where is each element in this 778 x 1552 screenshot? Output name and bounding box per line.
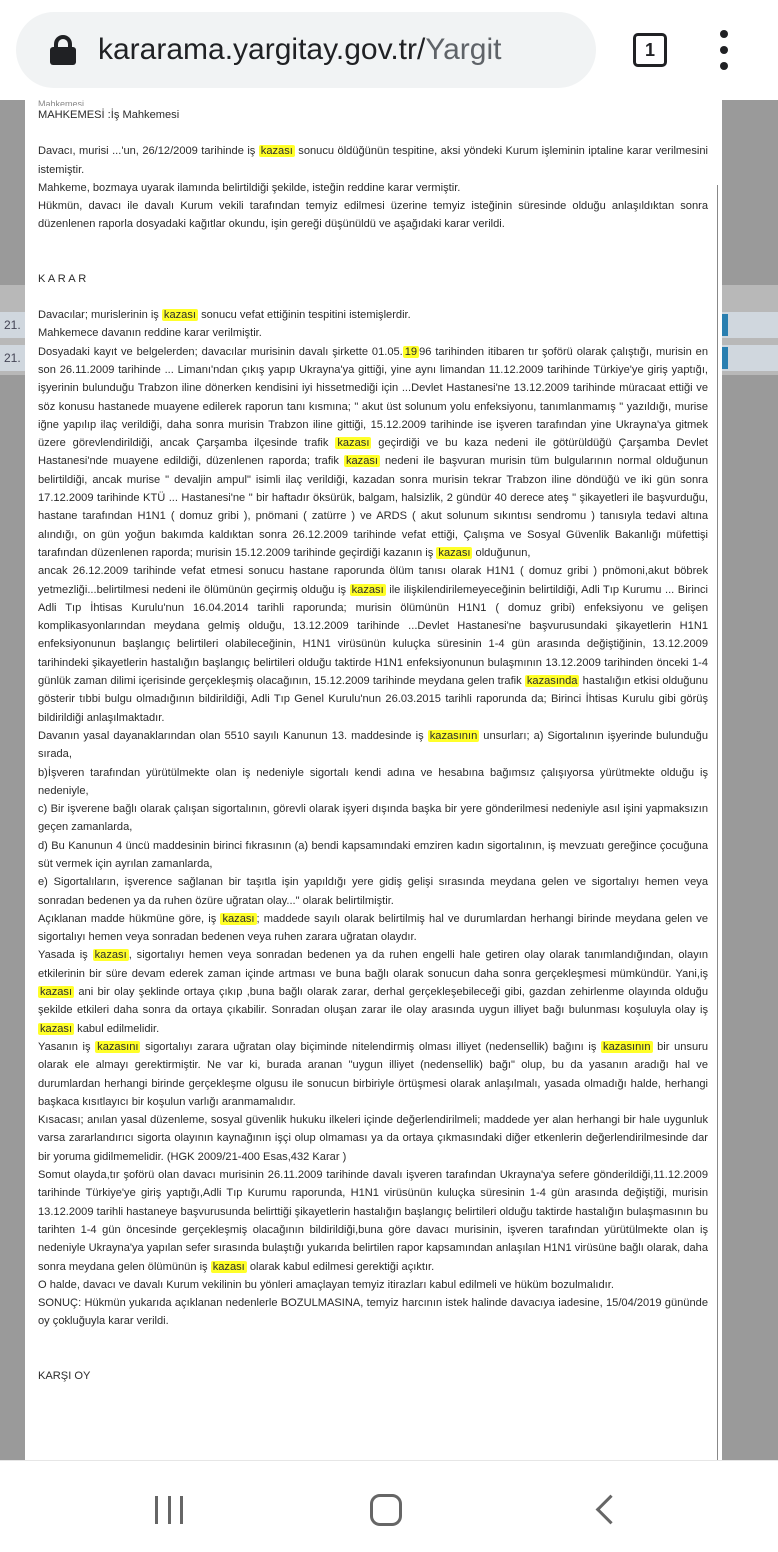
text-segment: Mahkemece davanın reddine karar verilmiştir. — [38, 327, 262, 340]
text-segment: nedeni ile başvuran murisin tüm bulgularının normal olduğunun belirtildiği, ancak murise " devaljin ampul" isimli ilaç verildiği, kazadan sonra murisin tekrar Trabzon iline döndüğü ve iki gün sonra 17.12.2009 tarihinde KTÜ ... Hastanesi'ne " bir haftadır öksürük, balgam, halsizlik, 2 gündür 40 derece ateş " şikayetleri ile başvurduğu, hastane tarafından H1N1 ( domuz gribi ), pnömani ( zatürre ) ve ARDS ( akut solunum sıkıntısı sendromu ) tanısıyla tedavi altına alındığı, on gün yoğun bakımda kaldıktan sonra 26.12.2009 tarihinde vefat ettiği, Çalışma ve Sosyal Güvenlik Bakanlığı müfettişi tarafından düzenlenen raporda; murisin 15.12.2009 tarihinde geçirdiği kazanın iş — [38, 455, 708, 559]
backdrop-row-number: 21. — [4, 351, 21, 365]
text-segment: ani bir olay şeklinde ortaya çıkıp ,buna bağlı olarak zarar, derhal gerçekleşebileceği gibi, gazdan zehirlenme olayında olduğu şekilde etkileri daha sonra da ortaya çıkabilir. Sonradan oluşan zarar ile olay arasında uygun illiyet bağı bulunması koşuluyla olay iş — [38, 986, 708, 1017]
text-segment: Yasanın iş — [38, 1040, 96, 1053]
text-segment: olarak kabul edilmesi gerektiği açıktır. — [246, 1260, 435, 1273]
decision-text — [38, 100, 708, 1385]
home-icon[interactable] — [370, 1494, 402, 1526]
lock-icon[interactable] — [50, 35, 76, 65]
back-icon[interactable] — [596, 1495, 626, 1525]
search-highlight: 19 — [404, 345, 418, 358]
text-segment: Açıklanan madde hükmüne göre, iş — [38, 912, 221, 925]
recent-apps-icon[interactable] — [155, 1496, 183, 1524]
text-segment: , sigortalıyı hemen veya sonradan bedenen ya da ruhen engelli hale getiren olay olarak tanımlandığından, olayın etkilerinin bir süre devam ederek zaman içinde artması ve buna bağlı olarak sonucun daha sonra gerçekleşmesi mümkündür. Yani,iş — [38, 949, 708, 980]
text-segment: ile ilişkilendirilemeyeceğinin belirtildiği, Adli Tıp Kurumu ... Birinci Adli Tıp İhtisas Kurulu'nun 16.04.2014 tarihli raporunda; murisin ölümünün H1N1 ( domuz gribi) enfeksiyonu ve gelişen komplikasyonlarından meydana gelmiş olduğu, 13.12.2009 tarihinde ...Devlet Hastanesi'ne başvurusundaki şikayetlerin H1N1 enfeksiyonunun başlangıç belirtileri olabileceğinin, H1N1 virüsünün kuluçka süresinin 1-4 gün arasında değiştiğinin, 13.12.2009 tarihindeki şikayetlerin hastalığın başlangıç belirtileri olduğu taktirde H1N1 enfeksiyonunun bulaşmının 13.12.2009 tarihinden önceki 1-4 günlük zaman dilimi içerisinde gerçekleşmiş olacağının, 15.12.2009 tarihinde meydana gelen trafik — [38, 583, 708, 688]
intro-section — [38, 142, 708, 233]
karar-body — [38, 306, 708, 1331]
text-segment: e) Sigortalıların, işverence sağlanan bir taşıtla işin yapıldığı yere gidiş gelişi sırasında meydana gelen ve sigortalıyı hemen veya sonradan bedenen ya da ruhen özüre uğratan olay..." olarak belirtilmiştir. — [38, 876, 708, 907]
paragraph — [38, 1294, 708, 1331]
document-scrollbar[interactable] — [717, 185, 718, 1460]
address-bar[interactable] — [16, 12, 596, 88]
text-segment: SONUÇ: Hükmün yukarıda açıklanan nedenlerle BOZULMASINA, temyiz harcının istek halinde davacıya iadesine, 15/04/2019 gününde oy çokluğuyla karar verildi. — [38, 1297, 708, 1328]
paragraph — [38, 562, 708, 727]
text-segment: Davacı, murisi ...'un, 26/12/2009 tarihinde iş — [38, 145, 259, 158]
text-segment: b)İşveren tarafından yürütülmekte olan iş nedeniyle sigortalı kendi adına ve hesabına bağımsız çalışıyorsa yürütmekte olduğu iş nedeniyle, — [38, 766, 708, 797]
paragraph — [38, 197, 708, 234]
text-segment: olduğunun, — [472, 546, 531, 559]
search-highlight: kazası — [438, 546, 471, 559]
text-segment: c) Bir işverene bağlı olarak çalışan sigortalının, görevli olarak işyeri dışında başka bir yere gönderilmesi nedeniyle asıl işini yapmaksızın geçen zamanlarda, — [38, 803, 708, 834]
search-highlight: kazası — [163, 309, 196, 322]
text-segment: Kısacası; anılan yasal düzenleme, sosyal güvenlik hukuku ilkeleri içinde değerlendirilmeli; maddede yer alan herhangi bir hale uygunluk varsa zararlandırıcı sigorta olayının kaynağının işçi olup olmaması ya da ortaya çıkmasındaki diğer etkenlerin değerlendirilmesinde dar bir yoruma gidilmemelidir. (HGK 2009/21-400 Esas,432 Karar ) — [38, 1114, 708, 1163]
search-highlight: kazası — [260, 145, 293, 158]
search-highlight: kazası — [40, 986, 73, 999]
text-segment: Dosyadaki kayıt ve belgelerden; davacılar murisinin davalı şirkette 01.05. — [38, 345, 403, 358]
search-highlight: kazasının — [603, 1040, 651, 1053]
text-segment: geçirdiği ve bu kaza nedeni ile götürüldüğü Çarşamba Devlet Hastanesi'nde muayene edildiği, düzenlenen raporda; trafik — [38, 437, 708, 468]
paragraph — [38, 306, 708, 324]
search-highlight: kazasının — [429, 729, 478, 742]
paragraph — [38, 343, 708, 563]
text-segment: Somut olayda,tır şoförü olan davacı murisinin 26.11.2009 tarihinde davalı işveren tarafından Ukrayna'ya sefere gönderildiği,11.12.2009 tarihinde Türkiye'ye giriş yaptığı,Adli Tıp Kurumu raporunda, H1N1 virüsünün kuluçka süresinin 1-4 gün arasında değiştiği, murisin 13.12.2009 tarihli hastaneye başvurusunda belirttiği şikayetlerin hastalığın başlangıç belirtileri olduğu taktirde hastalığın bulaşmasının bu tarihten 1-4 gün öncesinde gerçekleşmiş olacağının bildirildiği,buna göre davacı murisinin, işveren tarafından yürütülmekte olan iş nedeniyle Ukrayna'ya yapılan sefer sırasında bulaştığı yukarıda belirtilen rapor kapsamından anlaşılan H1N1 virüsüne bağlı olarak, daha sonra meydana gelen ölümünün iş — [38, 1169, 708, 1273]
text-segment: sigortalıyı zarara uğratan olay biçiminde nitelendirmiş olması illiyet (nedensellik) bağını iş — [140, 1040, 602, 1053]
paragraph — [38, 910, 708, 947]
text-segment: ancak 26.12.2009 tarihinde vefat etmesi sonucu hastane raporunda ölüm tanısı olarak H1N1 ( domuz gribi ) pnömoni,akut böbrek yetmezliği...belirtilmesi nedeni ile ölümünün geçirmiş olduğu iş — [38, 565, 708, 596]
browser-toolbar — [0, 0, 778, 100]
paragraph — [38, 873, 708, 910]
text-segment: sonucu öldüğünün tespitine, aksi yöndeki Kurum işleminin iptaline karar verilmesini istemiştir. — [38, 145, 708, 176]
text-segment: Mahkeme, bozmaya uyarak ilamında belirtildiği şekilde, isteğin reddine karar vermiştir. — [38, 181, 461, 194]
paragraph — [38, 764, 708, 801]
search-highlight: kazası — [351, 583, 384, 596]
paragraph — [38, 179, 708, 197]
more-vert-icon[interactable] — [712, 30, 736, 70]
text-segment: Hükmün, davacı ile davalı Kurum vekili tarafından temyiz edilmesi üzerine temyiz isteğinin süresinde olduğu anlaşıldıktan sonra düzenlenen raporla dosyadaki kağıtlar okundu, işin gereği düşünüldü ve aşağıdaki karar verildi. — [38, 200, 708, 231]
paragraph — [38, 946, 708, 1037]
system-navigation-bar — [0, 1460, 778, 1552]
text-segment: d) Bu Kanunun 4 üncü maddesinin birinci fıkrasının (a) bendi kapsamındaki emziren kadın sigortalının, iş mevzuatı gereğince çocuğuna süt vermek için ayrılan zamanlarda, — [38, 839, 708, 870]
url-text[interactable] — [98, 33, 568, 67]
url-path: Yargit — [425, 33, 502, 66]
paragraph — [38, 837, 708, 874]
karar-heading: KARAR — [38, 272, 89, 285]
text-segment: Yasada iş — [38, 949, 93, 962]
court-line: MAHKEMESİ :İş Mahkemesi — [38, 109, 180, 121]
paragraph — [38, 1276, 708, 1294]
search-highlight: kazası — [337, 437, 370, 450]
backdrop-row-number: 21. — [4, 318, 21, 332]
paragraph — [38, 324, 708, 342]
decision-document-panel[interactable] — [25, 100, 722, 1460]
text-segment: O halde, davacı ve davalı Kurum vekilinin bu yönleri amaçlayan temyiz itirazları kabul edilmeli ve hüküm bozulmalıdır. — [38, 1278, 614, 1291]
search-highlight: kazası — [94, 949, 127, 962]
paragraph — [38, 727, 708, 764]
paragraph — [38, 1111, 708, 1166]
paragraph — [38, 1038, 708, 1111]
search-highlight: kazasında — [526, 675, 578, 688]
search-highlight: kazası — [212, 1260, 245, 1273]
text-segment: unsurları; a) Sigortalının işyerinde bulunduğu sırada, — [38, 729, 709, 761]
search-highlight: kazasını — [97, 1040, 139, 1053]
search-highlight: kazası — [345, 455, 378, 468]
url-host: kararama.yargitay.gov.tr/ — [98, 33, 426, 66]
cut-off-line: Mahkemesi — [38, 100, 85, 106]
text-segment: kabul edilmelidir. — [74, 1022, 160, 1035]
text-segment: Davanın yasal dayanaklarından olan 5510 sayılı Kanunun 13. maddesinde iş — [38, 729, 428, 742]
tab-switcher-button[interactable]: 1 — [633, 33, 667, 67]
text-segment: 96 tarihinden itibaren tır şoförü olarak çalıştığı, murisin en son 26.11.2009 tarihinde ... Limanı'ndan çıkış yapıp Ukrayna'ya gittiği, yine aynı limandan 11.12.2009 tarihinde Türkiye'ye giriş yaptığı, işyerinin bulunduğu Trabzon iline dönerken kendisini iyi hissetmediği için ...Devlet Hastanesi'ne 13.12.2009 tarihinde müracaat ettiği ve söz konusu hastanede muayene edilerek raporun tanı kısmına; " akut üst solunum yolu enfeksiyonu, tanımlanmamış " yazıldığı, murise iğne yapılıp ilaç verildiği, daha sonra murisin Trabzon iline gittiği, 15.12.2009 tarihinde ise işveren tarafından yine Ukrayna'ya gitmek üzere görevlendirildiği, ancak Çarşamba ilçesinde trafik — [38, 345, 708, 450]
search-highlight: kazası — [40, 1022, 73, 1035]
text-segment: hastalığın etkisi olduğunu gösterir tıbbi bulgu olmadığının bildirildiği, Adli Tıp Genel Kurulu'nun 26.03.2015 tarihli raporunda da; Birinci İhtisas Kurulu gibi görüş bildirildiği anlaşılmaktadır. — [38, 675, 708, 724]
text-segment: ; maddede sayılı olarak belirtilmiş hal ve durumlardan herhangi birinde meydana gelen ve sigortalıyı hemen veya sonradan bedenen veya ruhen zarara uğratan olaydır. — [38, 912, 708, 944]
text-segment: sonucu vefat ettiğinin tespitini istemişlerdir. — [197, 309, 411, 322]
paragraph — [38, 142, 708, 179]
search-highlight: kazası — [222, 912, 255, 925]
paragraph — [38, 800, 708, 837]
text-segment: Davacılar; murislerinin iş — [38, 309, 162, 322]
paragraph — [38, 1166, 708, 1276]
text-segment: bir unsuru olarak ele almayı gerektirmiştir. Ne var ki, burada aranan "uygun illiyet (nedensellik) bağı" olup, bu da yasanın aradığı hal ve durumlardan herhangi birinde gerçekleşme olgusu ile sonucun birbiriyle örtüşmesi olarak anlaşılmalı, yasada olmadığı halde, herhangi başkaca kısıtlayıcı bir koşulun varlığı aranmamalıdır. — [38, 1040, 708, 1108]
dissent-heading: KARŞI OY — [38, 1369, 91, 1382]
